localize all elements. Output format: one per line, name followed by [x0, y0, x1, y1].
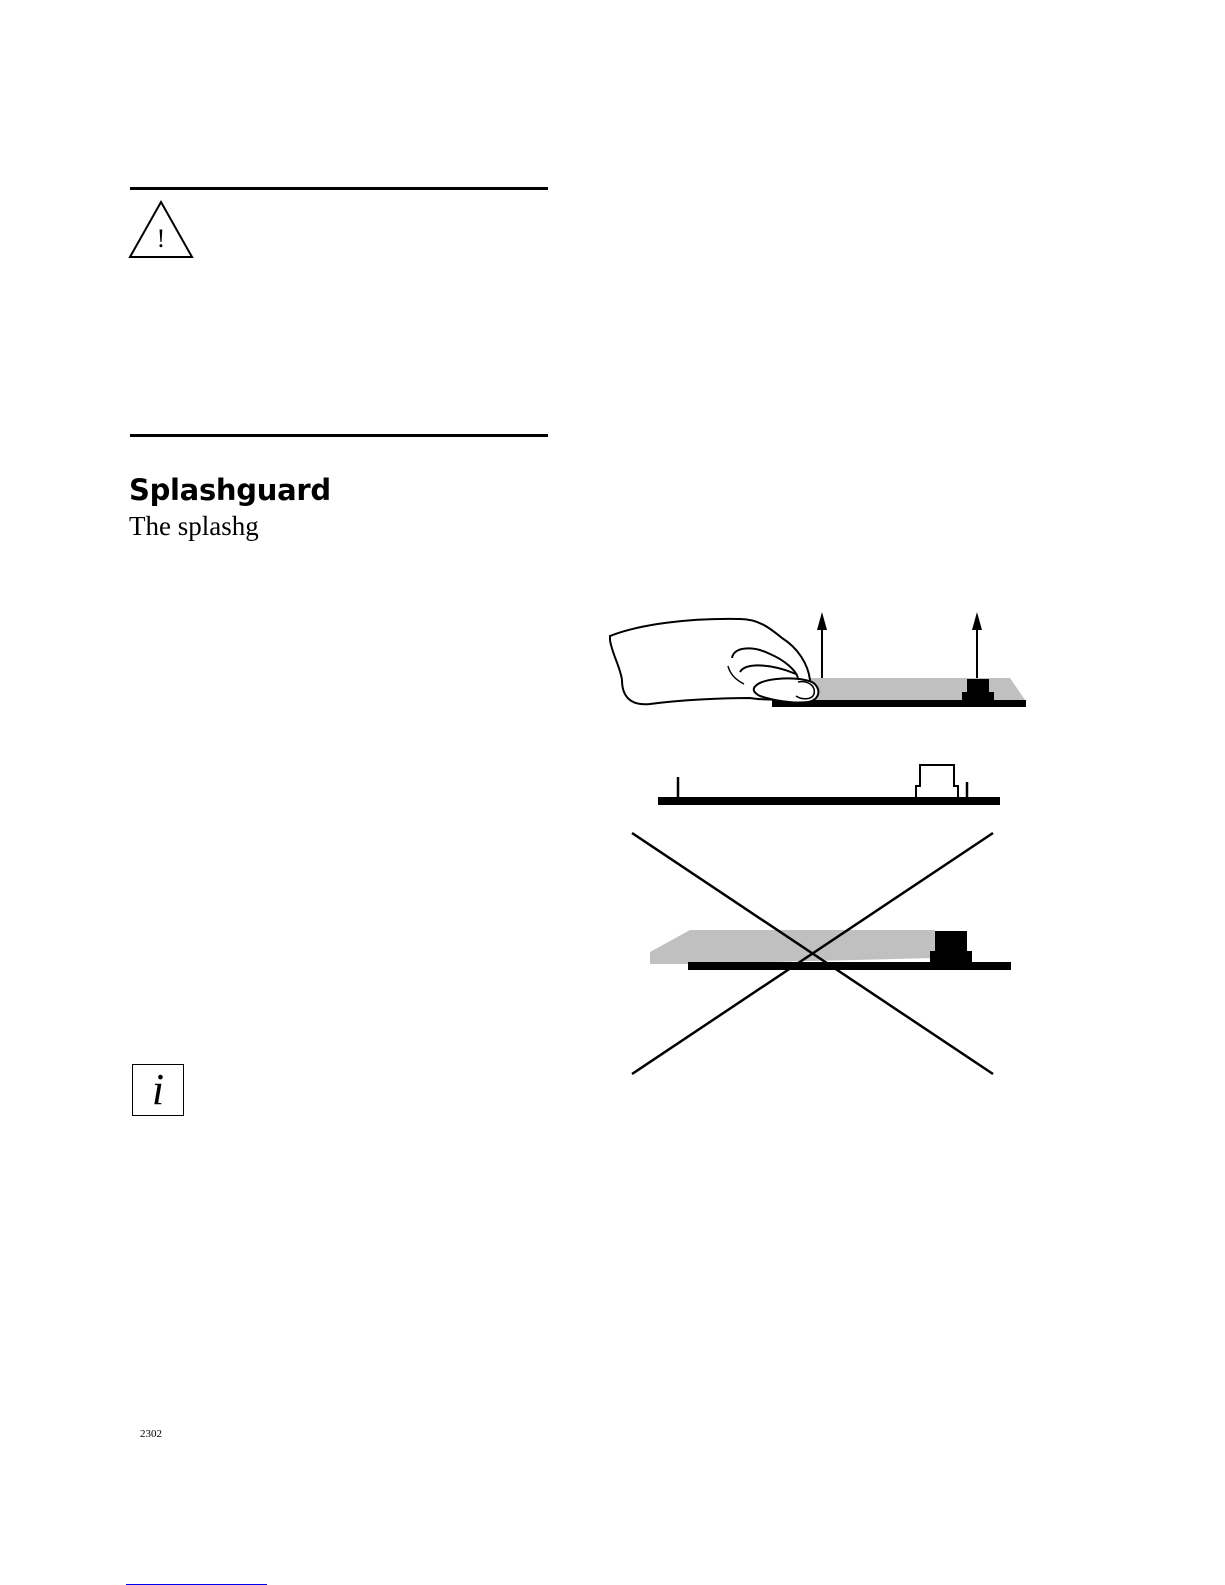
section-heading: Splashguard: [129, 473, 331, 507]
base-bar-bottom: [688, 962, 1011, 970]
info-symbol: i: [151, 1065, 165, 1114]
lift-arrow-right-head: [972, 612, 982, 630]
warning-symbol: !: [156, 224, 166, 253]
splashguard-knob-top-lower: [962, 692, 994, 701]
splashguard-knob-top-upper: [967, 679, 989, 693]
incorrect-position-panel: [632, 833, 1011, 1074]
warning-triangle-icon: [127, 199, 195, 261]
lift-arrow-left-head: [817, 612, 827, 630]
knob-bottom-upper: [935, 931, 967, 953]
base-without-splashguard: [658, 765, 1000, 805]
base-bar-middle: [658, 797, 1000, 805]
bottom-divider: [130, 434, 548, 437]
hand-lifting-panel: [610, 612, 1026, 707]
top-divider: [130, 187, 548, 190]
splashguard-removal-illustration: [600, 600, 1040, 1090]
section-body-text: The splashg: [129, 511, 259, 541]
knob-outline-middle: [916, 765, 958, 797]
page-number: 2302: [140, 1428, 162, 1440]
footer-link-underline[interactable]: [126, 1567, 267, 1585]
knob-bottom-lower: [930, 951, 972, 963]
splashguard-shaded-bottom: [650, 930, 935, 964]
info-icon: [132, 1064, 184, 1116]
